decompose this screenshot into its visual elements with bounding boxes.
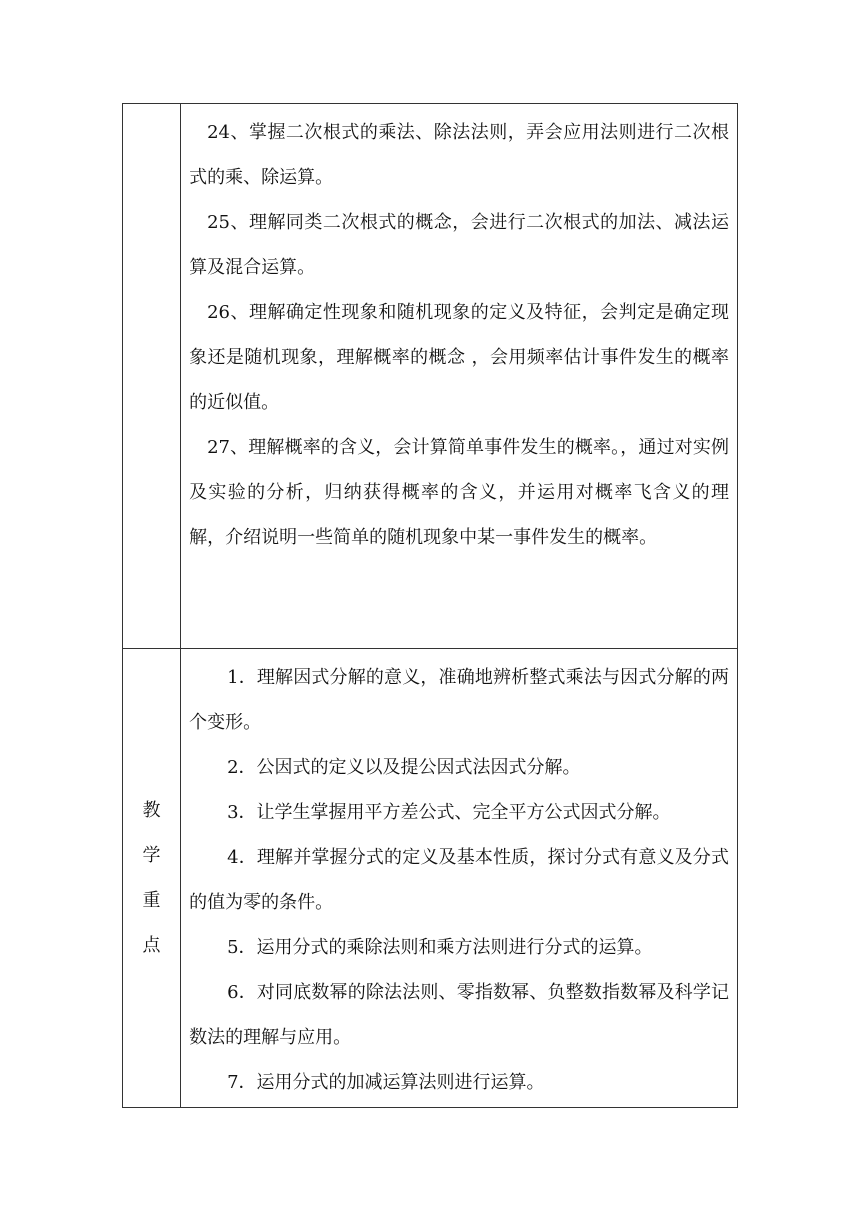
key-point-item-4: 4．理解并掌握分式的定义及基本性质，探讨分式有意义及分式的值为零的条件。	[189, 847, 729, 913]
key-points-label-cell	[123, 649, 181, 1108]
objectives-label-cell	[123, 104, 181, 649]
key-points-label-char: 重	[142, 890, 161, 911]
key-point-item-1: 1．理解因式分解的意义，准确地辨析整式乘法与因式分解的两个变形。	[189, 667, 729, 733]
objective-item-27: 27、理解概率的含义，会计算简单事件发生的概率。，通过对实例及实验的分析，归纳获得概率的含义，并运用对概率飞含义的理解，介绍说明一些简单的随机现象中某一事件发生的概率。	[189, 437, 729, 548]
key-points-row	[123, 649, 738, 1108]
objective-item-24: 24、掌握二次根式的乘法、除法法则，弄会应用法则进行二次根式的乘、除运算。	[189, 122, 729, 188]
key-points-label-char: 教	[142, 800, 161, 821]
key-points-label-char: 学	[142, 845, 161, 866]
lesson-plan-table	[122, 103, 738, 1108]
key-points-content-cell	[181, 649, 738, 1108]
objectives-row	[123, 104, 738, 649]
key-point-item-7: 7．运用分式的加减运算法则进行运算。	[227, 1072, 545, 1093]
key-point-item-3: 3．让学生掌握用平方差公式、完全平方公式因式分解。	[227, 802, 671, 823]
key-points-label-char: 点	[142, 935, 161, 956]
objectives-content-cell	[181, 104, 738, 649]
objective-item-26: 26、理解确定性现象和随机现象的定义及特征，会判定是确定现象还是随机现象，理解概率的概念 ，会用频率估计事件发生的概率的近似值。	[189, 302, 729, 413]
objective-item-25: 25、理解同类二次根式的概念，会进行二次根式的加法、减法运算及混合运算。	[189, 212, 729, 278]
key-point-item-5: 5．运用分式的乘除法则和乘方法则进行分式的运算。	[227, 937, 653, 958]
key-point-item-2: 2．公因式的定义以及提公因式法因式分解。	[227, 757, 581, 778]
key-point-item-6: 6．对同底数幂的除法法则、零指数幂、负整数指数幂及科学记数法的理解与应用。	[189, 982, 729, 1048]
